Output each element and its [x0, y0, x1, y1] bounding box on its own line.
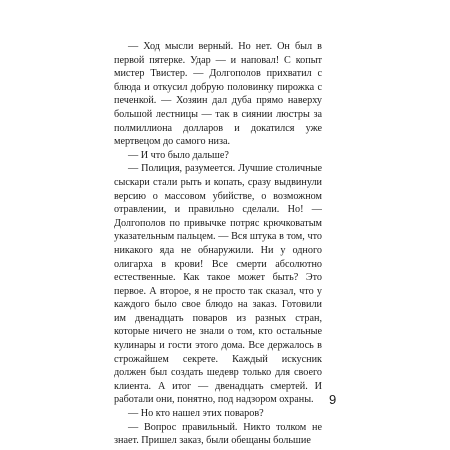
body-text [114, 40, 322, 448]
page-number: 9 [329, 392, 337, 407]
paragraph-1: — Ход мысли верный. Но нет. Он был в первой пятерке. Удар — и наповал! С копыт мистер Твистер. — Долгополов прихватил с блюда и откусил добрую половинку пирожка с печенкой. — Хозяин дал дуба прямо наверху большой лестницы — так в сиянии люстры за полмиллиона долларов и докатился уже мертвецом до самого низа. [114, 41, 322, 148]
paragraph-2: — И что было дальше? [128, 149, 229, 161]
paragraph-4: — Но кто нашел этих поваров? [128, 408, 264, 420]
paragraph-5: — Вопрос правильный. Никто толком не знает. Пришел заказ, были обещаны большие [114, 421, 322, 447]
paragraph-3: — Полиция, разумеется. Лучшие столичные сыскари стали рыть и копать, сразу выдвинули версию о массовом убийстве, о возможном отравлении, и правильно сделали. Но! — Долгополов по привычке потряс крючковатым указательным пальцем. — Вся штука в том, что никакого яда не обнаружили. Ни у одного олигарха в крови! Все смерти абсолютно естественные. Как такое может быть? Это первое. А второе, я не просто так сказал, что у каждого было свое блюдо на заказ. Готовили им двенадцать поваров из разных стран, которые ничего не знали о том, кто остальные кулинары и гости этого дома. Все держалось в строжайшем секрете. Каждый искусник должен был создать шедевр только для своего клиента. А итог — двенадцать смертей. И работали они, понятно, под надзором охраны. [114, 163, 322, 406]
